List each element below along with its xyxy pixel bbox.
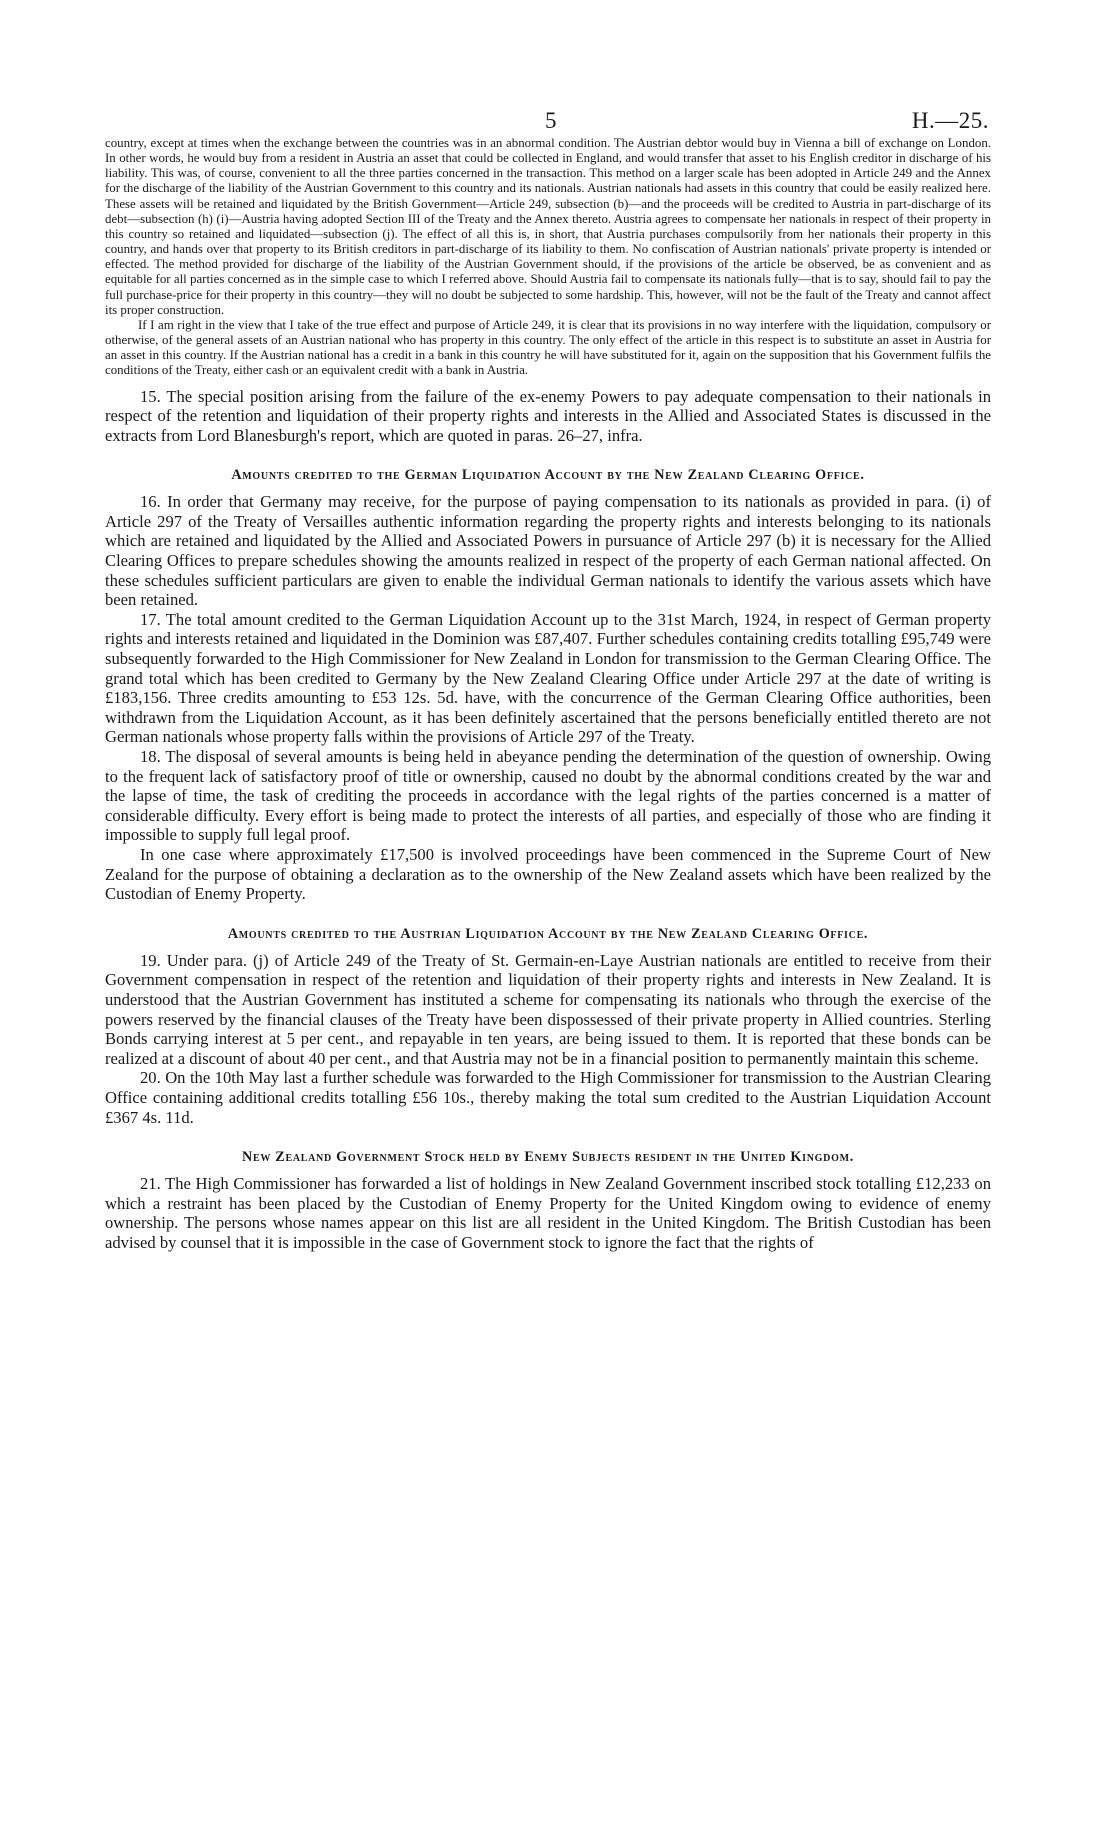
paragraph-17: 17. The total amount credited to the German Liquidation Account up to the 31st March, 1924, in respect of German property rights and interests retained and liquidated in the Dominion was £87,407. Further schedules containing credits totalling £95,749 were subsequently forwarded to the High Commissioner for New Zealand in London for transmission to the German Clearing Office. The grand total which has been credited to Germany by the New Zealand Clearing Office under Article 297 at the date of writing is £183,156. Three credits amounting to £53 12s. 5d. have, with the concurrence of the German Clearing Office authorities, been withdrawn from the Liquidation Account, as it has been definitely ascertained that the persons beneficially entitled thereto are not German nationals whose property falls within the provisions of Article 297 of the Treaty.	[105, 609, 991, 747]
document-reference: H.—25.	[911, 108, 989, 133]
section-heading-government-stock: New Zealand Government Stock held by Enemy Subjects resident in the United Kingdom.	[242, 1149, 854, 1166]
paragraph-18-continued: In one case where approximately £17,500 is involved proceedings have been commenced in the Supreme Court of New Zealand for the purpose of obtaining a declaration as to the ownership of the New Zealand assets which have been realized by the Custodian of Enemy Property.	[105, 844, 991, 904]
paragraph-18: 18. The disposal of several amounts is being held in abeyance pending the determination of the question of ownership. Owing to the frequent lack of satisfactory proof of title or ownership, caused no doubt by the abnormal conditions created by the war and the lapse of time, the task of crediting the proceeds in accordance with the legal rights of the parties concerned is a matter of considerable difficulty. Every effort is being made to protect the interests of all parties, and especially of those who are finding it impossible to supply full legal proof.	[105, 747, 991, 845]
section-heading-german-liquidation: Amounts credited to the German Liquidation Account by the New Zealand Clearing Office.	[231, 467, 865, 484]
quoted-paragraph: If I am right in the view that I take of the true effect and purpose of Article 249, it is clear that its provisions in no way interfere with the liquidation, compulsory or otherwise, of the general assets of an Austrian national who has property in this country. The only effect of the article in this respect is to substitute an asset in Austria for an asset in this country. If the Austrian national has a credit in a bank in this country he will have substituted for it, again on the supposition that his Government fulfils the conditions of the Treaty, either cash or an equivalent credit with a bank in Austria.	[105, 317, 991, 378]
paragraph-16: 16. In order that Germany may receive, for the purpose of paying compensation to its nationals as provided in para. (i) of Article 297 of the Treaty of Versailles authentic information regarding the property rights and interests belonging to its nationals which are retained and liquidated by the Allied and Associated Powers in pursuance of Article 297 (b) it is necessary for the Allied Clearing Offices to prepare schedules showing the amounts realized in respect of the property of each German national affected. On these schedules sufficient particulars are given to enable the individual German nationals to identify the various assets which have been retained.	[105, 492, 991, 610]
paragraph-21: 21. The High Commissioner has forwarded a list of holdings in New Zealand Government inscribed stock totalling £12,233 on which a restraint has been placed by the Custodian of Enemy Property for the United Kingdom owing to evidence of enemy ownership. The persons whose names appear on this list are all resident in the United Kingdom. The British Custodian has been advised by counsel that it is impossible in the case of Government stock to ignore the fact that the rights of	[105, 1174, 991, 1252]
page-header	[105, 100, 991, 136]
quoted-paragraph: country, except at times when the exchange between the countries was in an abnormal condition. The Austrian debtor would buy in Vienna a bill of exchange on London. In other words, he would buy from a resident in Austria an asset that could be collected in England, and would transfer that asset to his English creditor in discharge of his liability. This was, of course, convenient to all the three parties concerned in the transaction. This method on a larger scale has been adopted in Article 249 and the Annex for the discharge of the liability of the Austrian Government to this country and its nationals. Austrian nationals had assets in this country that could be easily realized here. These assets will be retained and liquidated by the British Government—Article 249, subsection (b)—and the proceeds will be credited to Austria in part-discharge of its debt—subsection (h) (i)—Austria having adopted Section III of the Treaty and the Annex thereto. Austria agrees to compensate her nationals in respect of their property in this country so retained and liquidated—subsection (j). The effect of all this is, in short, that Austria purchases compulsorily from her nationals their property in this country, and hands over that property to its British creditors in part-discharge of its liability to them. No confiscation of Austrian nationals' private property is intended or effected. The method provided for discharge of the liability of the Austrian Government should, if the provisions of the article be observed, be as convenient and as equitable for all parties concerned as in the simple case to which I referred above. Should Austria fail to compensate its nationals fully—that is to say, should fail to pay the full purchase-price for their property in this country—they will no doubt be subjected to some hardship. This, however, will not be the fault of the Treaty and cannot affect its proper construction.	[105, 136, 991, 317]
paragraph-19: 19. Under para. (j) of Article 249 of the Treaty of St. Germain-en-Laye Austrian nationals are entitled to receive from their Government compensation in respect of the retention and liquidation of their property rights and interests in New Zealand. It is understood that the Austrian Government has instituted a scheme for compensating its nationals who through the exercise of the powers reserved by the financial clauses of the Treaty have been dispossessed of their private property in Allied countries. Sterling Bonds carrying interest at 5 per cent., and repayable in ten years, are being issued to them. It is reported that these bonds can be realized at a discount of about 40 per cent., and that Austria may not be in a financial position to permanently maintain this scheme.	[105, 950, 991, 1068]
paragraph-15: 15. The special position arising from the failure of the ex-enemy Powers to pay adequate compensation to their nationals in respect of the retention and liquidation of their property rights and interests in the Allied and Associated States is discussed in the extracts from Lord Blanesburgh's report, which are quoted in paras. 26–27, infra.	[105, 386, 991, 445]
page-number: 5	[545, 108, 557, 133]
document-page	[105, 100, 991, 1252]
paragraph-20: 20. On the 10th May last a further schedule was forwarded to the High Commissioner for transmission to the Austrian Clearing Office containing additional credits totalling £56 10s., thereby making the total sum credited to the Austrian Liquidation Account £367 4s. 11d.	[105, 1068, 991, 1127]
section-heading-austrian-liquidation: Amounts credited to the Austrian Liquidation Account by the New Zealand Clearing Office.	[227, 925, 869, 942]
